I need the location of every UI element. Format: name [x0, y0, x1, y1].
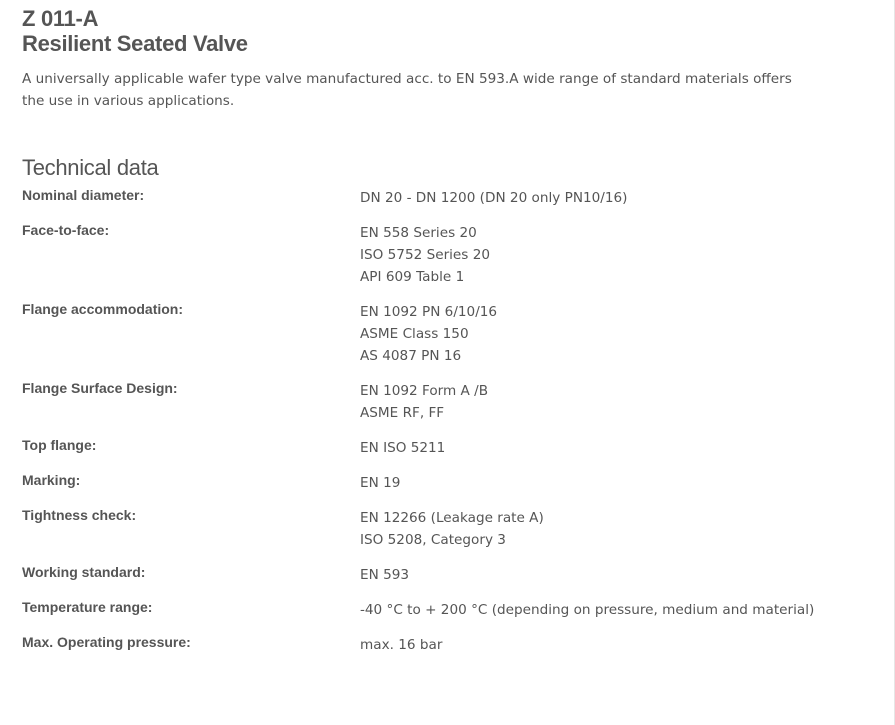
technical-data-value: ASME RF, FF	[360, 405, 445, 421]
technical-data-table	[22, 184, 872, 656]
technical-data-label: Top flange:	[22, 437, 97, 453]
technical-data-values	[360, 504, 544, 551]
technical-data-row	[22, 377, 872, 424]
technical-data-values	[360, 434, 445, 459]
technical-data-values	[360, 469, 400, 494]
technical-data-label: Flange accommodation:	[22, 301, 184, 317]
technical-data-values	[360, 219, 490, 288]
technical-data-label: Face-to-face:	[22, 222, 110, 238]
technical-data-values	[360, 596, 814, 621]
technical-data-label: Max. Operating pressure:	[22, 634, 191, 650]
technical-data-values	[360, 631, 442, 656]
technical-data-values	[360, 561, 409, 586]
technical-data-row	[22, 469, 872, 494]
technical-data-value: DN 20 - DN 1200 (DN 20 only PN10/16)	[360, 190, 628, 206]
technical-data-value: EN 12266 (Leakage rate A)	[360, 510, 544, 526]
technical-data-row	[22, 561, 872, 586]
product-name: Resilient Seated Valve	[22, 31, 248, 56]
technical-data-label: Working standard:	[22, 564, 146, 580]
technical-data-label: Nominal diameter:	[22, 187, 145, 203]
technical-data-row	[22, 631, 872, 656]
technical-data-value: ISO 5208, Category 3	[360, 532, 506, 548]
technical-data-value: API 609 Table 1	[360, 269, 465, 285]
product-content	[22, 6, 872, 666]
technical-data-value: -40 °C to + 200 °C (depending on pressure, medium and material)	[360, 602, 815, 618]
product-description: A universally applicable wafer type valve manufactured acc. to EN 593.A wide range of standard materials offers the use in various applications.	[22, 71, 792, 109]
technical-data-value: ASME Class 150	[360, 326, 469, 342]
technical-data-values	[360, 298, 497, 367]
technical-data-value: EN 558 Series 20	[360, 225, 477, 241]
technical-data-value: EN 1092 Form A /B	[360, 383, 489, 399]
technical-data-title: Technical data	[22, 155, 159, 180]
technical-data-row	[22, 434, 872, 459]
technical-data-values	[360, 184, 627, 209]
product-model: Z 011-A	[22, 6, 99, 31]
technical-data-row	[22, 596, 872, 621]
technical-data-label: Temperature range:	[22, 599, 153, 615]
technical-data-label: Flange Surface Design:	[22, 380, 178, 396]
technical-data-label: Marking:	[22, 472, 81, 488]
technical-data-value: EN 1092 PN 6/10/16	[360, 304, 498, 320]
technical-data-value: AS 4087 PN 16	[360, 348, 462, 364]
technical-data-row	[22, 184, 872, 209]
technical-data-values	[360, 377, 488, 424]
technical-data-row	[22, 504, 872, 551]
technical-data-row	[22, 298, 872, 367]
technical-data-value: max. 16 bar	[360, 637, 443, 653]
technical-data-row	[22, 219, 872, 288]
technical-data-value: EN 19	[360, 475, 401, 491]
technical-data-label: Tightness check:	[22, 507, 137, 523]
technical-data-value: EN ISO 5211	[360, 440, 446, 456]
technical-data-value: EN 593	[360, 567, 410, 583]
technical-data-value: ISO 5752 Series 20	[360, 247, 490, 263]
